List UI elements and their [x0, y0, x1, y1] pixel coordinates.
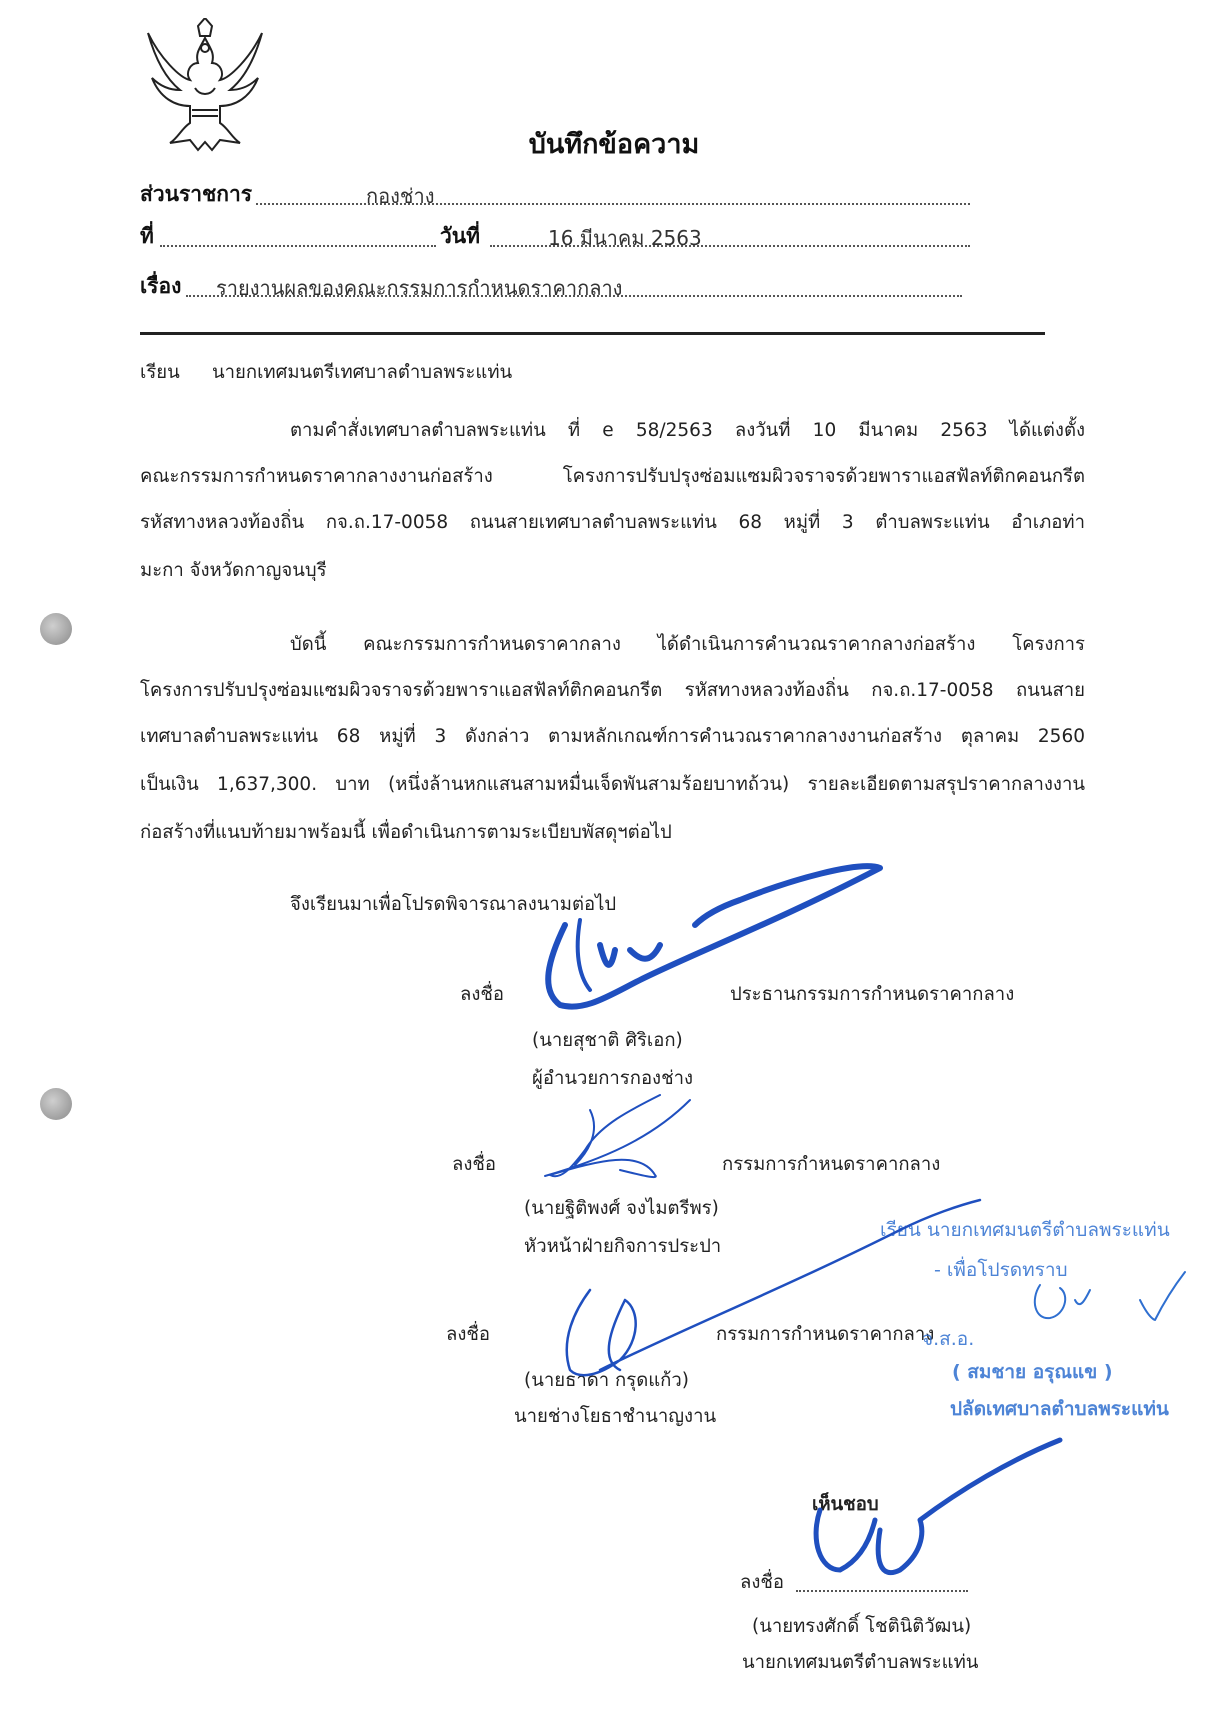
paragraph-2-line: บัดนี้ คณะกรรมการกำหนดราคากลาง ได้ดำเนินการคำนวณราคากลางก่อสร้าง โครงการ	[290, 634, 1085, 655]
sign-label: ลงชื่อ	[452, 1154, 497, 1175]
paragraph-1-line: มะกา จังหวัดกาญจนบุรี	[140, 560, 327, 581]
memo-title: บันทึกข้อความ	[528, 129, 700, 160]
paragraph-1-line: คณะกรรมการกำหนดราคากลางงานก่อสร้าง โครงการปรับปรุงซ่อมแซมผิวจราจรด้วยพาราแอสฟัลท์ติกคอนกรีต	[140, 466, 1085, 487]
stamp-line: ปลัดเทศบาลตำบลพระแท่น	[950, 1398, 1169, 1420]
agency-value: กองช่าง	[366, 184, 435, 208]
signatory-position: ผู้อำนวยการกองช่าง	[532, 1068, 694, 1089]
closing-text: จึงเรียนมาเพื่อโปรดพิจารณาลงนามต่อไป	[290, 894, 617, 915]
sign-label: ลงชื่อ	[446, 1324, 491, 1345]
hole-punch	[40, 613, 72, 645]
sign-label: ลงชื่อ	[460, 984, 505, 1005]
agency-label: ส่วนราชการ	[140, 182, 253, 206]
paragraph-2-line: ก่อสร้างที่แนบท้ายมาพร้อมนี้ เพื่อดำเนินการตามระเบียบพัสดุฯต่อไป	[140, 822, 672, 843]
signature-2-icon	[545, 1095, 690, 1177]
stamp-line: จ.ส.อ.	[922, 1328, 975, 1350]
signatory-role: กรรมการกำหนดราคากลาง	[716, 1324, 935, 1345]
checkmark-icon	[1140, 1272, 1185, 1320]
signatory-name: (นายฐิติพงศ์ จงไมตรีพร)	[524, 1198, 719, 1219]
paragraph-1-line: รหัสทางหลวงท้องถิ่น กจ.ถ.17-0058 ถนนสายเทศบาลตำบลพระแท่น 68 หมู่ที่ 3 ตำบลพระแท่น อำเภอท่า	[140, 512, 1085, 533]
agency-dots	[256, 203, 970, 205]
signatory-position: นายช่างโยธาชำนาญงาน	[514, 1406, 717, 1427]
approval-sign-dots	[796, 1590, 968, 1592]
stamp-line: ( สมชาย อรุณแข )	[952, 1361, 1113, 1383]
sign-label: ลงชื่อ	[740, 1572, 785, 1593]
paragraph-2-line: เป็นเงิน 1,637,300. บาท (หนึ่งล้านหกแสนสามหมื่นเจ็ดพันสามร้อยบาทถ้วน) รายละเอียดตามสรุปราคากลางงาน	[140, 774, 1085, 795]
ref-dots	[160, 245, 436, 247]
approval-name: (นายทรงศักดิ์ โชตินิติวัฒน)	[752, 1616, 972, 1637]
signatory-name: (นายสุชาติ ศิริเอก)	[532, 1030, 683, 1051]
salutation-value: นายกเทศมนตรีเทศบาลตำบลพระแท่น	[212, 362, 513, 383]
paragraph-1-line: ตามคำสั่งเทศบาลตำบลพระแท่น ที่ e 58/2563 ลงวันที่ 10 มีนาคม 2563 ได้แต่งตั้ง	[290, 420, 1085, 441]
approval-position: นายกเทศมนตรีตำบลพระแท่น	[742, 1652, 979, 1673]
header-divider	[140, 332, 1045, 335]
ref-label: ที่	[140, 224, 154, 248]
stamp-initial-icon	[1035, 1285, 1090, 1318]
date-value: 16 มีนาคม 2563	[548, 226, 702, 250]
paragraph-2-line: โครงการปรับปรุงซ่อมแซมผิวจราจรด้วยพาราแอสฟัลท์ติกคอนกรีต รหัสทางหลวงท้องถิ่น กจ.ถ.17-0058 ถนนสาย	[140, 680, 1085, 701]
paragraph-2-line: เทศบาลตำบลพระแท่น 68 หมู่ที่ 3 ดังกล่าว ตามหลักเกณฑ์การคำนวณราคากลางงานก่อสร้าง ตุลาคม 2560	[140, 726, 1085, 747]
subject-value: รายงานผลของคณะกรรมการกำหนดราคากลาง	[216, 276, 623, 300]
stamp-line: - เพื่อโปรดทราบ	[934, 1259, 1068, 1281]
signatory-name: (นายธาดา กรุดแก้ว)	[524, 1370, 689, 1391]
stamp-line: เรียน นายกเทศมนตรีตำบลพระแท่น	[880, 1219, 1170, 1241]
signatory-position: หัวหน้าฝ่ายกิจการประปา	[524, 1236, 722, 1257]
date-label: วันที่	[440, 224, 480, 248]
signatory-role: ประธานกรรมการกำหนดราคากลาง	[730, 984, 1015, 1005]
subject-label: เรื่อง	[140, 274, 182, 298]
signatory-role: กรรมการกำหนดราคากลาง	[722, 1154, 941, 1175]
approval-heading: เห็นชอบ	[812, 1494, 879, 1515]
hole-punch	[40, 1088, 72, 1120]
salutation-label: เรียน	[140, 362, 180, 383]
